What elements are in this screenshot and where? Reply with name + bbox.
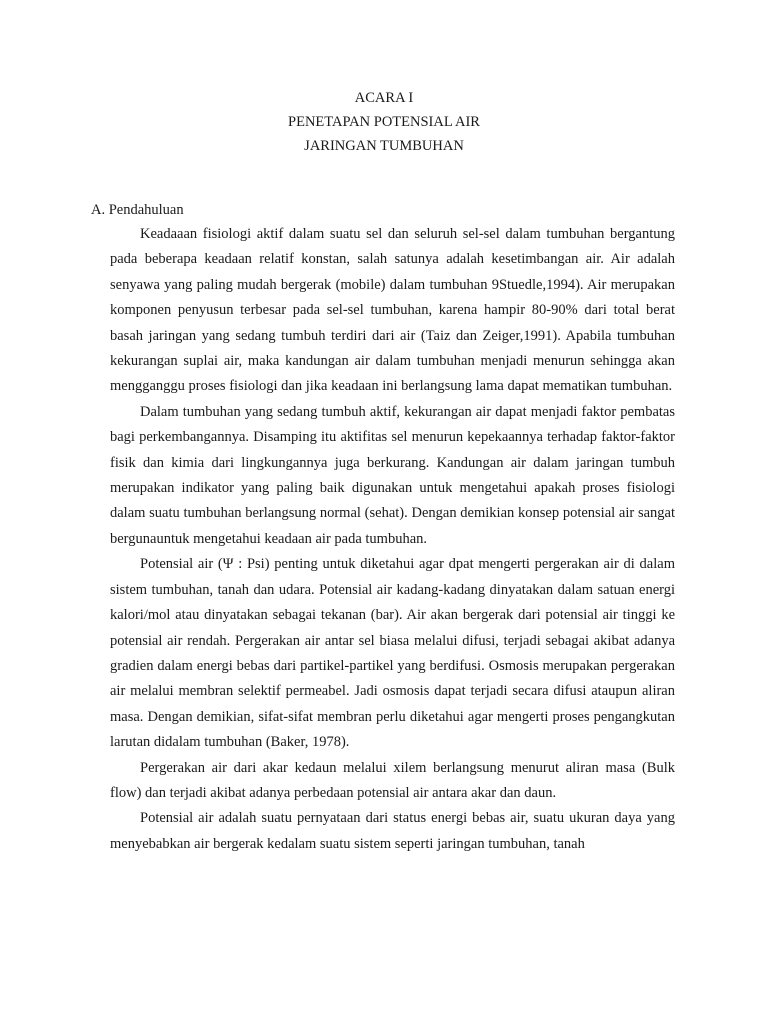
body-text xyxy=(110,222,675,857)
section-heading: A. Pendahuluan xyxy=(91,202,184,218)
paragraph: Keadaaan fisiologi aktif dalam suatu sel dan seluruh sel-sel dalam tumbuhan bergantung pada beberapa keadaan relatif konstan, salah satunya adalah kesetimbangan air. Air adalah senyawa yang paling mudah bergerak (mobile) dalam tumbuhan 9Stuedle,1994). Air merupakan komponen penyusun terbesar pada sel-sel tumbuhan, karena hampir 80-90% dari total berat basah jaringan yang sedang tumbuh terdiri dari air (Taiz dan Zeiger,1991). Apabila tumbuhan kekurangan suplai air, maka kandungan air dalam tumbuhan menjadi menurun sehingga akan mengganggu proses fisiologi dan jika keadaan ini berlangsung lama dapat mematikan tumbuhan. xyxy=(110,226,675,395)
title-block xyxy=(0,86,768,158)
title-line-2: PENETAPAN POTENSIAL AIR xyxy=(288,114,480,130)
paragraph: Potensial air (Ψ : Psi) penting untuk diketahui agar dpat mengerti pergerakan air di dalam sistem tumbuhan, tanah dan udara. Potensial air kadang-kadang dinyatakan dalam satuan energi kalori/mol atau dinyatakan sebagai tekanan (bar). Air akan bergerak dari potensial air tinggi ke potensial air rendah. Pergerakan air antar sel biasa melalui difusi, terjadi sebagai akibat adanya gradien dalam energi bebas dari partikel-partikel yang berdifusi. Osmosis merupakan pergerakan air melalui membran selektif permeabel. Jadi osmosis dapat terjadi secara difusi ataupun aliran masa. Dengan demikian, sifat-sifat membran perlu diketahui agar mengerti proses pengangkutan larutan didalam tumbuhan (Baker, 1978). xyxy=(110,556,675,751)
paragraph: Pergerakan air dari akar kedaun melalui xilem berlangsung menurut aliran masa (Bulk flow) dan terjadi akibat adanya perbedaan potensial air antara akar dan daun. xyxy=(110,759,675,801)
paragraph: Potensial air adalah suatu pernyataan dari status energi bebas air, suatu ukuran daya yang menyebabkan air bergerak kedalam suatu sistem seperti jaringan tumbuhan, tanah xyxy=(110,810,675,852)
paragraph: Dalam tumbuhan yang sedang tumbuh aktif, kekurangan air dapat menjadi faktor pembatas bagi perkembangannya. Disamping itu aktifitas sel menurun kepekaannya terhadap faktor-faktor fisik dan kimia dari lingkungannya juga berkurang. Kandungan air dalam jaringan tumbuh merupakan indikator yang paling baik digunakan untuk mengetahui apakah proses fisiologi dalam suatu tumbuhan berlangsung normal (sehat). Dengan demikian konsep potensial air sangat bergunauntuk mengetahui keadaan air pada tumbuhan. xyxy=(110,403,675,547)
title-line-3: JARINGAN TUMBUHAN xyxy=(304,138,464,154)
title-line-1: ACARA I xyxy=(354,90,414,106)
